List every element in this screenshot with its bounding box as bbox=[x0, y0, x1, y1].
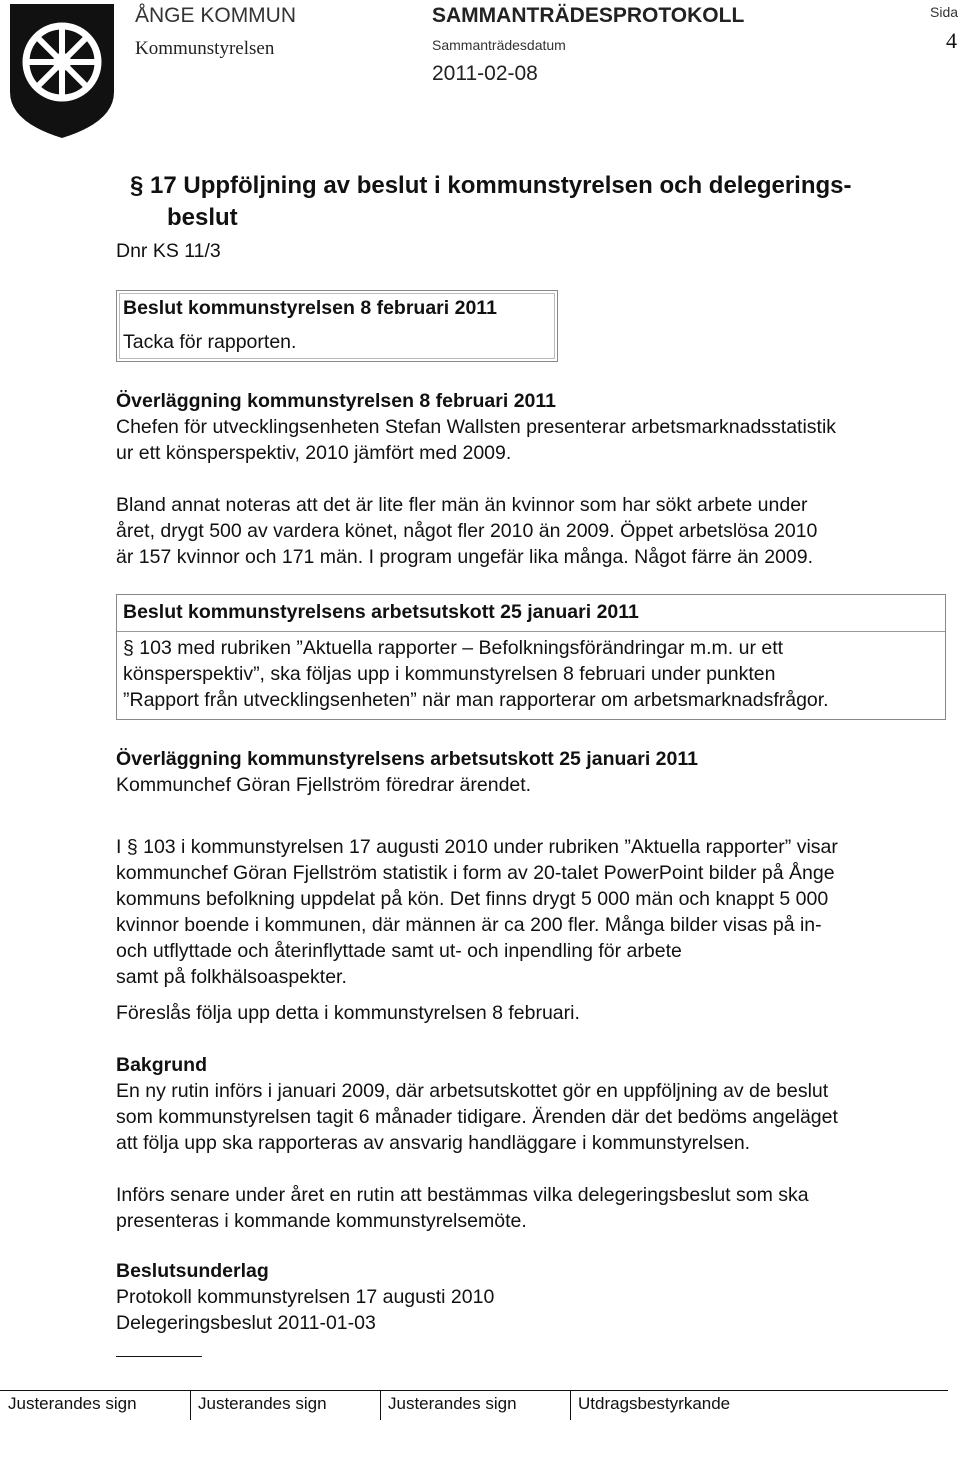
basis-heading: Beslutsunderlag bbox=[116, 1260, 269, 1282]
box-divider bbox=[117, 631, 945, 632]
decision-text: Tacka för rapporten. bbox=[123, 331, 297, 353]
document-type: SAMMANTRÄDESPROTOKOLL bbox=[432, 4, 745, 27]
paragraph-line: kvinnor boende i kommunen, där männen är ca 200 fler. Många bilder visas på in- bbox=[116, 914, 822, 936]
paragraph-line: Bland annat noteras att det är lite fler män än kvinnor som har sökt arbete under bbox=[116, 494, 808, 516]
au-deliberation-heading: Överläggning kommunstyrelsens arbetsutskott 25 januari 2011 bbox=[116, 748, 698, 770]
background-line: att följa upp ska rapporteras av ansvarig handläggare i kommunstyrelsen. bbox=[116, 1132, 751, 1154]
basis-line: Delegeringsbeslut 2011-01-03 bbox=[116, 1312, 376, 1334]
department-name: Kommunstyrelsen bbox=[135, 38, 275, 59]
municipality-name: ÅNGE KOMMUN bbox=[135, 4, 297, 27]
paragraph-line: presenteras i kommande kommunstyrelsemöte. bbox=[116, 1210, 527, 1232]
case-number: Dnr KS 11/3 bbox=[116, 240, 221, 262]
au-decision-heading: Beslut kommunstyrelsens arbetsutskott 25 januari 2011 bbox=[123, 601, 639, 623]
end-rule bbox=[116, 1356, 202, 1357]
paragraph-line: samt på folkhälsoaspekter. bbox=[116, 966, 347, 988]
footer-divider bbox=[570, 1390, 571, 1420]
footer-divider bbox=[190, 1390, 191, 1420]
footer-rule bbox=[0, 1390, 948, 1391]
au-deliberation-text: Kommunchef Göran Fjellström föredrar ärendet. bbox=[116, 774, 532, 796]
background-heading: Bakgrund bbox=[116, 1054, 208, 1076]
paragraph-line: och utflyttade och återinflyttade samt ut- och inpendling för arbete bbox=[116, 940, 682, 962]
deliberation-line: Chefen för utvecklingsenheten Stefan Wallsten presenterar arbetsmarknadsstatistik bbox=[116, 416, 837, 438]
au-decision-line: ”Rapport från utvecklingsenheten” när man rapporterar om arbetsmarknadsfrågor. bbox=[123, 689, 829, 711]
background-line: En ny rutin införs i januari 2009, där arbetsutskottet gör en uppföljning av de beslut bbox=[116, 1080, 829, 1102]
section-title: § 17 Uppföljning av beslut i kommunstyrelsen och delegerings- bbox=[130, 172, 852, 199]
basis-line: Protokoll kommunstyrelsen 17 augusti 2010 bbox=[116, 1286, 495, 1308]
background-line: som kommunstyrelsen tagit 6 månader tidigare. Ärenden där det bedöms angeläget bbox=[116, 1106, 838, 1128]
paragraph-line: kommuns befolkning uppdelat på kön. Det finns drygt 5 000 män och knappt 5 000 bbox=[116, 888, 829, 910]
municipality-crest-icon bbox=[6, 0, 118, 140]
paragraph-line: I § 103 i kommunstyrelsen 17 augusti 2010 under rubriken ”Aktuella rapporter” visar bbox=[116, 836, 838, 858]
page-label: Sida bbox=[930, 4, 959, 20]
meeting-date: 2011-02-08 bbox=[432, 62, 538, 85]
decision-heading: Beslut kommunstyrelsen 8 februari 2011 bbox=[123, 297, 497, 319]
page-number: 4 bbox=[946, 28, 957, 53]
au-decision-line: § 103 med rubriken ”Aktuella rapporter – Befolkningsförändringar m.m. ur ett bbox=[123, 637, 784, 659]
au-decision-line: könsperspektiv”, ska följas upp i kommunstyrelsen 8 februari under punkten bbox=[123, 663, 776, 685]
paragraph-line: kommunchef Göran Fjellström statistik i form av 20-talet PowerPoint bilder på Ånge bbox=[116, 862, 835, 884]
footer-divider bbox=[380, 1390, 381, 1420]
deliberation-heading: Överläggning kommunstyrelsen 8 februari 2011 bbox=[116, 390, 556, 412]
paragraph-line: Införs senare under året en rutin att bestämmas vilka delegeringsbeslut som ska bbox=[116, 1184, 809, 1206]
meeting-date-label: Sammanträdesdatum bbox=[432, 37, 566, 53]
footer-signature-cell: Justerandes sign bbox=[388, 1394, 517, 1413]
footer-signature-cell: Justerandes sign bbox=[8, 1394, 137, 1413]
paragraph-line: är 157 kvinnor och 171 män. I program ungefär lika många. Något färre än 2009. bbox=[116, 546, 813, 568]
footer-certification-cell: Utdragsbestyrkande bbox=[578, 1394, 731, 1413]
paragraph-line: året, drygt 500 av vardera könet, något fler 2010 än 2009. Öppet arbetslösa 2010 bbox=[116, 520, 818, 542]
footer-signature-cell: Justerandes sign bbox=[198, 1394, 327, 1413]
au-decision-box bbox=[116, 594, 946, 720]
section-title-continued: beslut bbox=[167, 204, 238, 231]
deliberation-line: ur ett könsperspektiv, 2010 jämfört med 2009. bbox=[116, 442, 512, 464]
paragraph-text: Föreslås följa upp detta i kommunstyrelsen 8 februari. bbox=[116, 1002, 580, 1024]
decision-box bbox=[116, 290, 558, 362]
